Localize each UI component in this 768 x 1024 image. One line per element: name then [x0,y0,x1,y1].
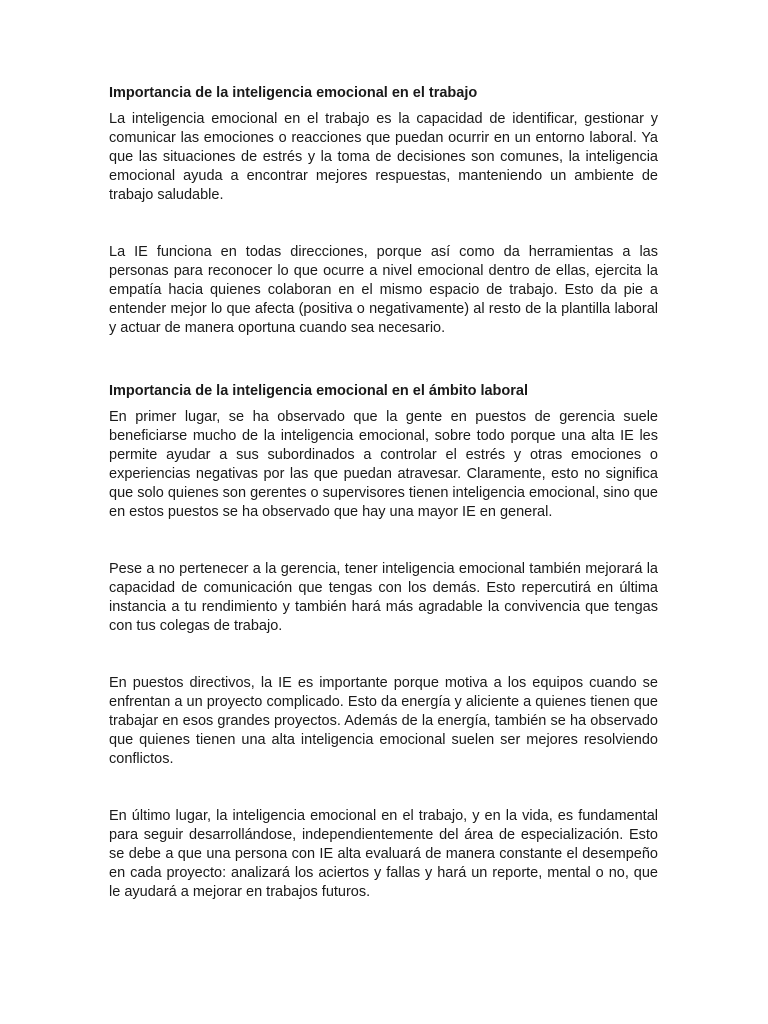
paragraph-definicion: La inteligencia emocional en el trabajo es la capacidad de identificar, gestionar y comunicar las emociones o reacciones que puedan ocurrir en un entorno laboral. Ya que las situaciones de estrés y la toma de decisiones son comunes, la inteligencia emocional ayuda a encontrar mejores respuestas, manteniendo un ambiente de trabajo saludable. [109,111,658,203]
paragraph-spacer [109,522,658,560]
paragraph-direcciones: La IE funciona en todas direcciones, porque así como da herramientas a las personas para reconocer lo que ocurre a nivel emocional dentro de ellas, ejercita la empatía hacia quienes colaboran en el mismo espacio de trabajo. Esto da pie a entender mejor lo que afecta (positiva o negativamente) al resto de la plantilla laboral y actuar de manera oportuna cuando sea necesario. [109,244,658,336]
paragraph-spacer [109,205,658,243]
paragraph-ultimo-lugar: En último lugar, la inteligencia emocional en el trabajo, y en la vida, es fundamental para seguir desarrollándose, independientemente del área de especialización. Esto se debe a que una persona con IE alta evaluará de manera constante el desempeño en cada proyecto: analizará los aciertos y fallas y hará un reporte, mental o no, que le ayudará a mejorar en trabajos futuros. [109,808,658,900]
section-heading-ambito-laboral: Importancia de la inteligencia emocional en el ámbito laboral [109,383,528,399]
section-spacer [109,338,658,382]
document-page [109,84,658,902]
paragraph-directivos: En puestos directivos, la IE es importante porque motiva a los equipos cuando se enfrentan a un proyecto complicado. Esto da energía y aliciente a quienes tienen que trabajar en esos grandes proyectos. Además de la energía, también se ha observado que quienes tienen una alta inteligencia emocional suelen ser mejores resolviendo conflictos. [109,675,658,767]
paragraph-spacer [109,769,658,807]
paragraph-gerencia: En primer lugar, se ha observado que la gente en puestos de gerencia suele beneficiarse mucho de la inteligencia emocional, sobre todo porque una alta IE les permite ayudar a sus subordinados a controlar el estrés y otras emociones o experiencias negativas por las que puedan atravesar. Claramente, esto no significa que solo quienes son gerentes o supervisores tienen inteligencia emocional, sino que en estos puestos se ha observado que hay una mayor IE en general. [109,409,658,520]
paragraph-comunicacion: Pese a no pertenecer a la gerencia, tener inteligencia emocional también mejorará la capacidad de comunicación que tengas con los demás. Esto repercutirá en última instancia a tu rendimiento y también hará más agradable la convivencia que tengas con tus colegas de trabajo. [109,561,658,634]
paragraph-spacer [109,636,658,674]
section-heading-trabajo: Importancia de la inteligencia emocional en el trabajo [109,85,478,101]
